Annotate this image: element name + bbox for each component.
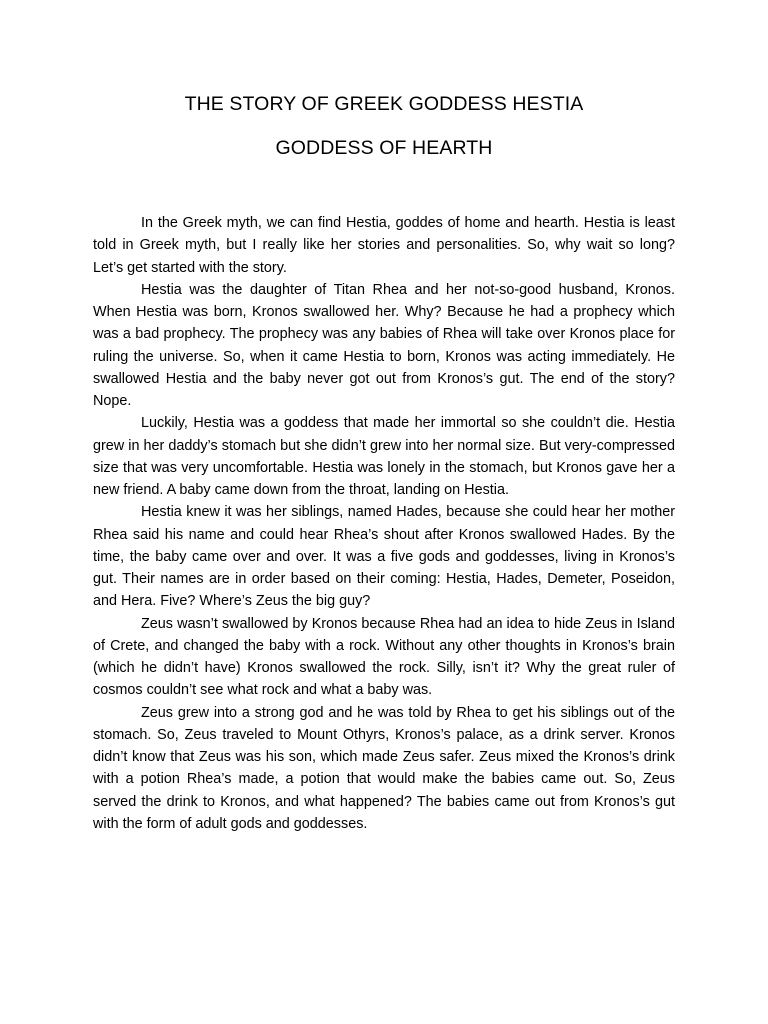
paragraph-6: Zeus grew into a strong god and he was told by Rhea to get his siblings out of the stomach. So, Zeus traveled to Mount Othyrs, Kronos’s palace, as a drink server. Kronos didn’t know that Zeus was his son, which made Zeus safer. Zeus mixed the Kronos’s drink with a potion Rhea’s made, a potion that would make the babies came out. So, Zeus served the drink to Kronos, and what happened? The babies came out from Kronos’s gut with the form of adult gods and goddesses. [93,704,675,832]
paragraph-3: Luckily, Hestia was a goddess that made her immortal so she couldn’t die. Hestia grew in her daddy’s stomach but she didn’t grew into her normal size. But very-compressed size that was very uncomfortable. Hestia was lonely in the stomach, but Kronos gave her a new friend. A baby came down from the throat, landing on Hestia. [93,415,675,498]
story-body [93,212,675,835]
paragraph-1: In the Greek myth, we can find Hestia, goddes of home and hearth. Hestia is least told in Greek myth, but I really like her stories and personalities. So, why wait so long? Let’s get started with the story. [93,215,675,276]
paragraph-5: Zeus wasn’t swallowed by Kronos because Rhea had an idea to hide Zeus in Island of Crete, and changed the baby with a rock. Without any other thoughts in Kronos’s brain (which he didn’t have) Kronos swallowed the rock. Silly, isn’t it? Why the great ruler of cosmos couldn’t see what rock and what a baby was. [93,615,675,699]
document-subtitle: GODDESS OF HEARTH [275,137,493,159]
paragraph-2: Hestia was the daughter of Titan Rhea and her not-so-good husband, Kronos. When Hestia was born, Kronos swallowed her. Why? Because he had a prophecy which was a bad prophecy. The prophecy was any babies of Rhea will take over Kronos place for ruling the universe. So, when it came Hestia to born, Kronos was acting immediately. He swallowed Hestia and the baby never got out from Kronos’s gut. The end of the story? Nope. [93,281,675,409]
document-title: THE STORY OF GREEK GODDESS HESTIA [184,93,584,115]
paragraph-4: Hestia knew it was her siblings, named Hades, because she could hear her mother Rhea said his name and could hear Rhea’s shout after Kronos swallowed Hades. By the time, the baby came over and over. It was a five gods and goddesses, living in Kronos’s gut. Their names are in order based on their coming: Hestia, Hades, Demeter, Poseidon, and Hera. Five? Where’s Zeus the big guy? [93,504,675,610]
